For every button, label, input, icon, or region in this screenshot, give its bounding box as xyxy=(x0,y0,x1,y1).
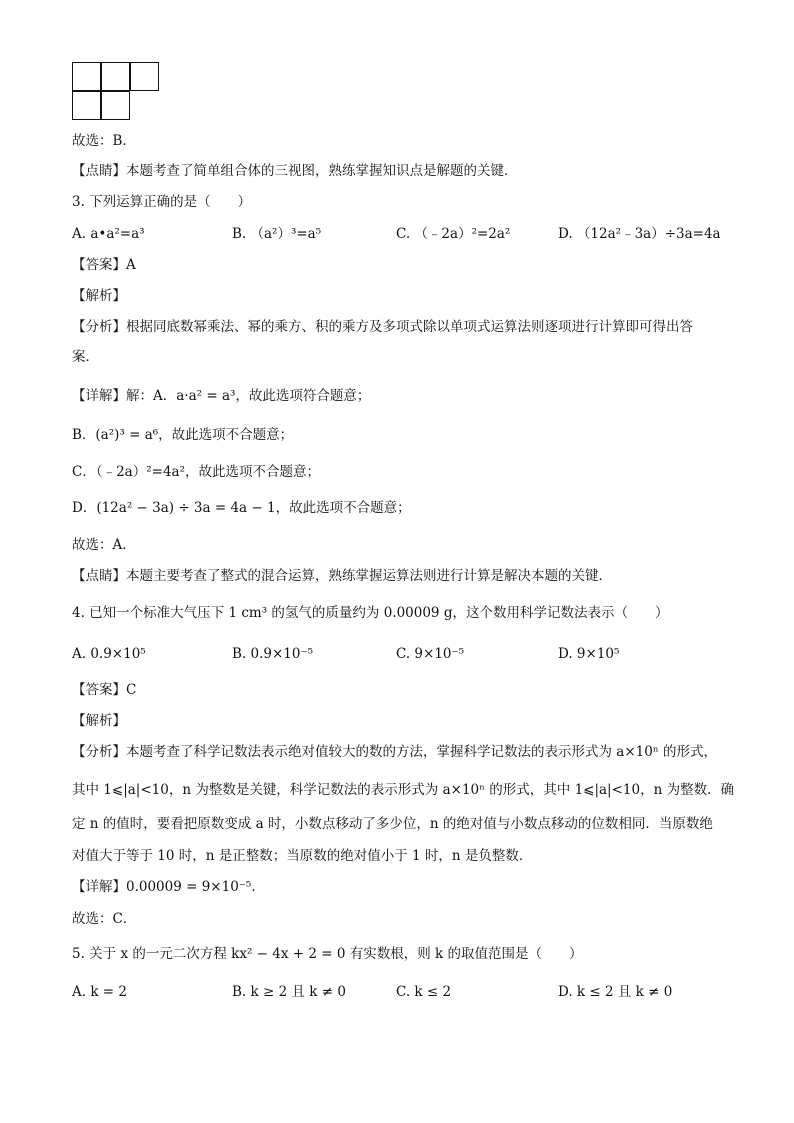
analysis-label: 【解析】 xyxy=(72,713,126,729)
q3-option-a: A. a•a²=a³ xyxy=(72,226,145,242)
q5-option-a: A. k = 2 xyxy=(72,984,127,1000)
detail-line: 【详解】解：A．a·a² = a³，故此选项符合题意； xyxy=(72,388,371,404)
question-3: 3. 下列运算正确的是（ ） xyxy=(72,194,252,210)
answer-label: 【答案】A xyxy=(72,257,136,273)
detail-line: C．（﹣2a）²=4a²，故此选项不合题意； xyxy=(72,464,320,480)
three-view-figure xyxy=(72,62,162,122)
detail-line: D．(12a² − 3a) ÷ 3a = 4a − 1，故此选项不合题意； xyxy=(72,500,411,516)
figure-cell xyxy=(72,91,101,120)
answer-line: 故选：C． xyxy=(72,911,137,927)
question-5: 5. 关于 x 的一元二次方程 kx² − 4x + 2 = 0 有实数根，则 k 的取值范围是（ ） xyxy=(72,946,583,962)
q3-option-c: C. （﹣2a）²=2a² xyxy=(396,226,511,242)
answer-line: 故选：B． xyxy=(72,133,136,149)
detail-line: B．(a²)³ = a⁶，故此选项不合题意； xyxy=(72,427,294,443)
analysis-label: 【解析】 xyxy=(72,288,126,304)
q4-option-d: D. 9×10⁵ xyxy=(558,646,620,662)
q5-option-b: B. k ≥ 2 且 k ≠ 0 xyxy=(232,984,346,1000)
comment-line: 【点睛】本题考查了简单组合体的三视图，熟练掌握知识点是解题的关键． xyxy=(72,163,518,179)
q4-option-c: C. 9×10⁻⁵ xyxy=(396,646,465,662)
q5-option-d: D. k ≤ 2 且 k ≠ 0 xyxy=(558,984,673,1000)
comment-line: 【点睛】本题主要考查了整式的混合运算，熟练掌握运算法则进行计算是解决本题的关键． xyxy=(72,568,612,584)
figure-cell xyxy=(101,91,130,120)
analysis-line: 案． xyxy=(72,349,99,365)
answer-label: 【答案】C xyxy=(72,682,137,698)
q3-option-d: D. （12a²﹣3a）÷3a=4a xyxy=(558,226,721,242)
analysis-line: 【分析】根据同底数幂乘法、幂的乘方、积的乘方及多项式除以单项式运算法则逐项进行计算即可得出答 xyxy=(72,319,693,335)
figure-cell xyxy=(72,62,101,91)
analysis-line: 定 n 的值时，要看把原数变成 a 时，小数点移动了多少位，n 的绝对值与小数点移动的位数相同．当原数绝 xyxy=(72,816,713,832)
figure-cell xyxy=(101,62,130,91)
q4-option-b: B. 0.9×10⁻⁵ xyxy=(232,646,313,662)
q4-option-a: A. 0.9×10⁵ xyxy=(72,646,146,662)
answer-line: 故选：A． xyxy=(72,537,136,553)
analysis-line: 其中 1⩽|a|<10，n 为整数是关键，科学记数法的表示形式为 a×10ⁿ 的形式，其中 1⩽|a|<10，n 为整数．确 xyxy=(72,782,735,798)
q5-option-c: C. k ≤ 2 xyxy=(396,984,452,1000)
analysis-line: 【分析】本题考查了科学记数法表示绝对值较大的数的方法，掌握科学记数法的表示形式为 a×10ⁿ 的形式， xyxy=(72,744,717,760)
question-4: 4. 已知一个标准大气压下 1 cm³ 的氢气的质量约为 0.00009 g，这个数用科学记数法表示（ ） xyxy=(72,605,669,621)
analysis-line: 对值大于等于 10 时，n 是正整数；当原数的绝对值小于 1 时，n 是负整数． xyxy=(72,848,533,864)
q3-option-b: B. （a²）³=a⁵ xyxy=(232,226,322,242)
figure-cell xyxy=(130,62,159,91)
detail-line: 【详解】0.00009 = 9×10⁻⁵． xyxy=(72,879,265,895)
